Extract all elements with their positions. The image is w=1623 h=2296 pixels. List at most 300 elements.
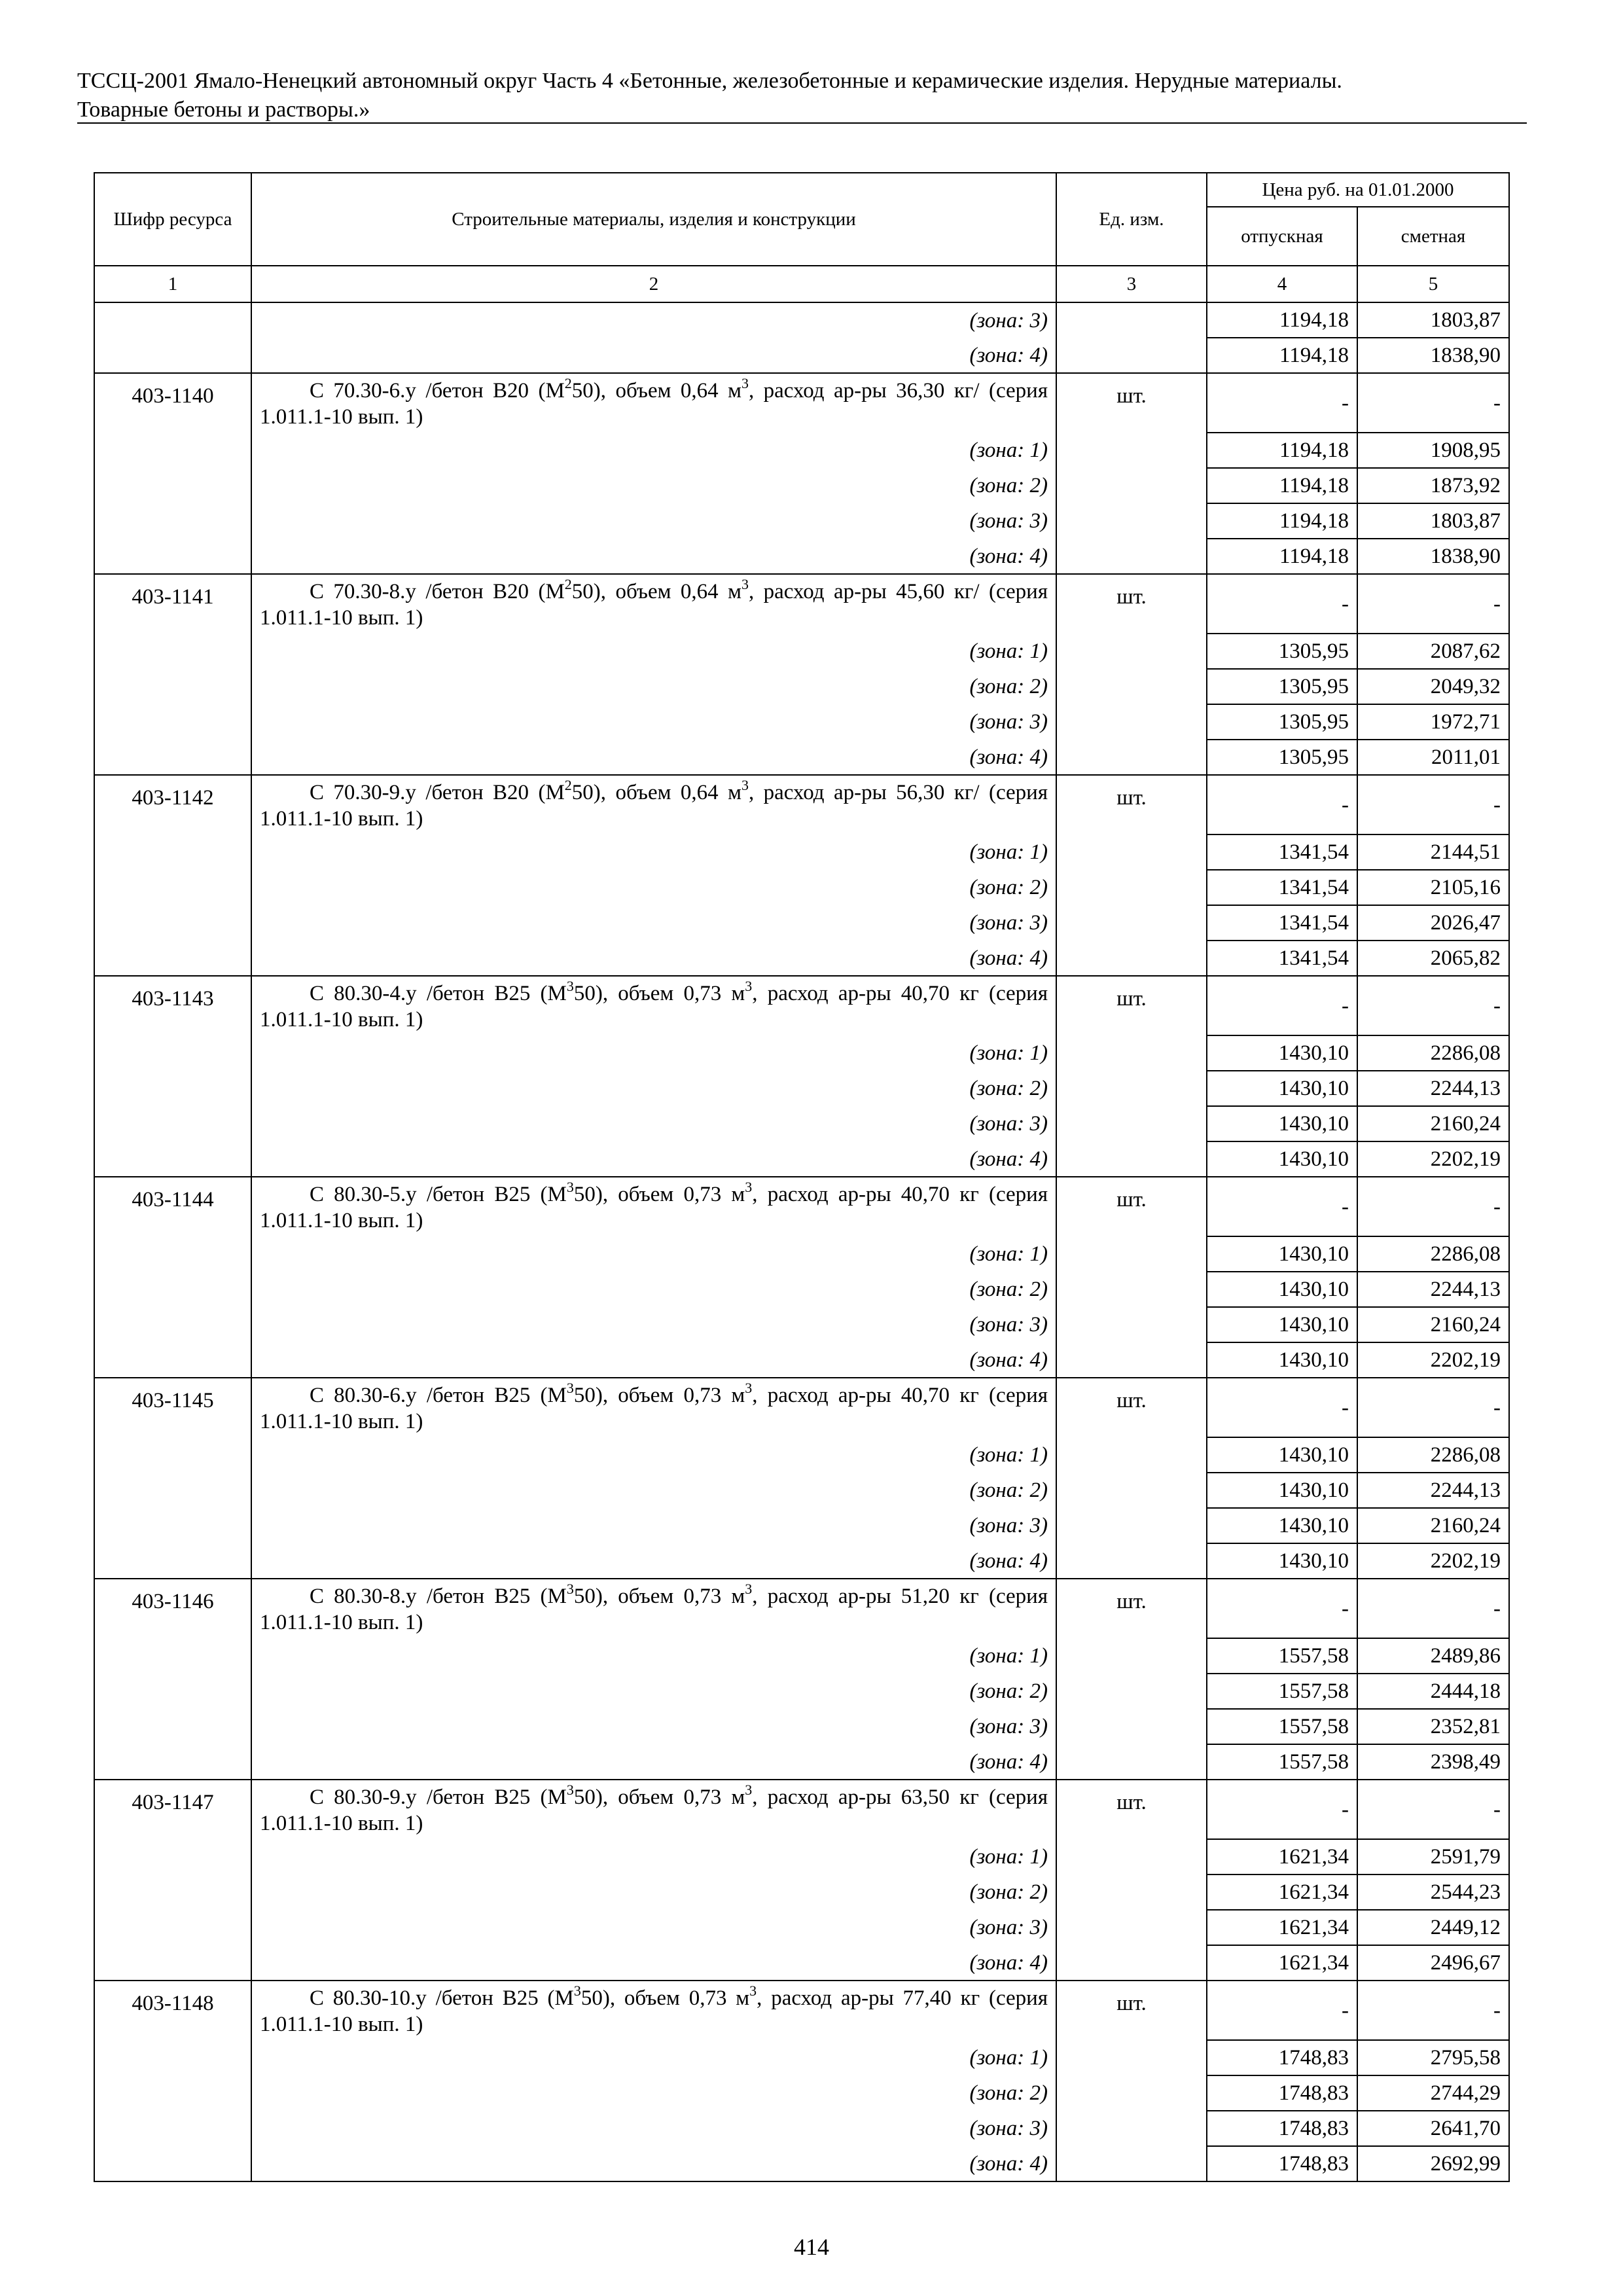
zone-row (94, 1674, 1509, 1709)
release-price: - (1207, 373, 1357, 433)
zone-code-empty (94, 1674, 251, 1709)
name-superscript: 3 (566, 1581, 574, 1597)
zone-unit-empty (1056, 1437, 1207, 1473)
zone-code-empty (94, 433, 251, 468)
zone-code-empty (94, 634, 251, 669)
zone-release-price: 1194,18 (1207, 302, 1357, 338)
zone-code-empty (94, 302, 251, 338)
zone-estimate-price: 2744,29 (1357, 2075, 1509, 2111)
zone-row (94, 834, 1509, 870)
zone-unit-empty (1056, 433, 1207, 468)
zone-unit-empty (1056, 740, 1207, 775)
item-row (94, 976, 1509, 1035)
zone-estimate-price: 2144,51 (1357, 834, 1509, 870)
zone-row (94, 1543, 1509, 1579)
zone-release-price: 1557,58 (1207, 1709, 1357, 1744)
zone-row (94, 503, 1509, 539)
zone-unit-empty (1056, 2146, 1207, 2181)
name-superscript: 3 (566, 1179, 574, 1195)
item-row (94, 1378, 1509, 1437)
zone-row (94, 905, 1509, 941)
unit: шт. (1056, 373, 1207, 433)
column-number: 3 (1056, 266, 1207, 302)
name-superscript: 3 (745, 1782, 753, 1798)
zone-label: (зона: 2) (251, 1071, 1056, 1106)
zone-estimate-price: 2449,12 (1357, 1910, 1509, 1945)
zone-code-empty (94, 1874, 251, 1910)
resource-code: 403-1147 (94, 1780, 251, 1839)
header-line-1: ТССЦ-2001 Ямало-Ненецкий автономный округ Часть 4 «Бетонные, железобетонные и керамические изделия. Нерудные материалы. (77, 69, 1342, 93)
zone-code-empty (94, 1508, 251, 1543)
name-part: , расход ар-ры 51,20 кг (серия 1.011.1-10 вып. 1) (260, 1585, 1048, 1634)
resource-name (251, 373, 1056, 433)
zone-code-empty (94, 1272, 251, 1307)
zone-code-empty (94, 539, 251, 574)
header-code: Шифр ресурса (94, 173, 251, 266)
resource-code: 403-1144 (94, 1177, 251, 1236)
zone-unit-empty (1056, 634, 1207, 669)
zone-row (94, 1744, 1509, 1780)
zone-estimate-price: 2286,08 (1357, 1437, 1509, 1473)
zone-label: (зона: 1) (251, 1437, 1056, 1473)
zone-label: (зона: 2) (251, 669, 1056, 704)
column-numbers-row (94, 266, 1509, 302)
zone-row (94, 468, 1509, 503)
zone-row (94, 539, 1509, 574)
zone-release-price: 1430,10 (1207, 1437, 1357, 1473)
estimate-price: - (1357, 574, 1509, 634)
zone-code-empty (94, 1236, 251, 1272)
name-part: 50), объем 0,73 м (573, 1785, 745, 1809)
resource-code: 403-1143 (94, 976, 251, 1035)
zone-unit-empty (1056, 1543, 1207, 1579)
zone-code-empty (94, 1945, 251, 1981)
zone-release-price: 1430,10 (1207, 1071, 1357, 1106)
header-estimate-price: сметная (1357, 207, 1509, 266)
zone-row (94, 1709, 1509, 1744)
resource-name (251, 775, 1056, 834)
zone-estimate-price: 2160,24 (1357, 1106, 1509, 1141)
zone-code-empty (94, 905, 251, 941)
zone-row (94, 941, 1509, 976)
name-part: 50), объем 0,64 м (571, 580, 741, 603)
zone-release-price: 1430,10 (1207, 1035, 1357, 1071)
zone-label: (зона: 4) (251, 1945, 1056, 1981)
zone-release-price: 1341,54 (1207, 905, 1357, 941)
zone-estimate-price: 2444,18 (1357, 1674, 1509, 1709)
zone-row (94, 669, 1509, 704)
name-part: 50), объем 0,64 м (571, 781, 741, 804)
name-superscript: 2 (564, 375, 572, 391)
zone-code-empty (94, 2040, 251, 2075)
zone-release-price: 1194,18 (1207, 468, 1357, 503)
page-number: 414 (794, 2234, 829, 2260)
zone-unit-empty (1056, 1674, 1207, 1709)
zone-row (94, 634, 1509, 669)
item-row (94, 1177, 1509, 1236)
zone-label: (зона: 2) (251, 1272, 1056, 1307)
zone-row (94, 740, 1509, 775)
table-head (94, 173, 1509, 302)
name-superscript: 3 (745, 978, 753, 994)
zone-row (94, 1910, 1509, 1945)
release-price: - (1207, 1177, 1357, 1236)
column-number: 4 (1207, 266, 1357, 302)
name-part: , расход ар-ры 36,30 кг/ (серия 1.011.1-10 вып. 1) (260, 379, 1048, 429)
zone-release-price: 1748,83 (1207, 2111, 1357, 2146)
zone-release-price: 1305,95 (1207, 704, 1357, 740)
zone-label: (зона: 3) (251, 1106, 1056, 1141)
zone-estimate-price: 2352,81 (1357, 1709, 1509, 1744)
zone-unit-empty (1056, 669, 1207, 704)
resource-name (251, 1981, 1056, 2040)
unit: шт. (1056, 1579, 1207, 1638)
zone-code-empty (94, 1035, 251, 1071)
zone-unit-empty (1056, 1508, 1207, 1543)
zone-release-price: 1430,10 (1207, 1106, 1357, 1141)
zone-code-empty (94, 834, 251, 870)
resource-name (251, 1579, 1056, 1638)
zone-row (94, 2111, 1509, 2146)
zone-row (94, 1437, 1509, 1473)
zone-row (94, 1307, 1509, 1342)
zone-code-empty (94, 2075, 251, 2111)
zone-estimate-price: 1803,87 (1357, 302, 1509, 338)
zone-release-price: 1748,83 (1207, 2075, 1357, 2111)
zone-code-empty (94, 941, 251, 976)
zone-label: (зона: 4) (251, 941, 1056, 976)
estimate-price: - (1357, 976, 1509, 1035)
release-price: - (1207, 1780, 1357, 1839)
unit: шт. (1056, 1177, 1207, 1236)
zone-estimate-price: 2049,32 (1357, 669, 1509, 704)
zone-label: (зона: 2) (251, 2075, 1056, 2111)
unit: шт. (1056, 1981, 1207, 2040)
zone-label: (зона: 4) (251, 1141, 1056, 1177)
zone-row (94, 1272, 1509, 1307)
zone-unit-empty (1056, 905, 1207, 941)
zone-label: (зона: 4) (251, 2146, 1056, 2181)
estimate-price: - (1357, 1378, 1509, 1437)
zone-row (94, 1236, 1509, 1272)
zone-release-price: 1748,83 (1207, 2146, 1357, 2181)
zone-release-price: 1430,10 (1207, 1141, 1357, 1177)
header-name: Строительные материалы, изделия и конструкции (251, 173, 1056, 266)
unit: шт. (1056, 775, 1207, 834)
zone-estimate-price: 1803,87 (1357, 503, 1509, 539)
zone-label: (зона: 3) (251, 1910, 1056, 1945)
zone-label: (зона: 2) (251, 1674, 1056, 1709)
zone-code-empty (94, 740, 251, 775)
zone-release-price: 1621,34 (1207, 1910, 1357, 1945)
zone-code-empty (94, 1307, 251, 1342)
zone-estimate-price: 1908,95 (1357, 433, 1509, 468)
name-superscript: 3 (745, 1380, 753, 1396)
resource-name (251, 574, 1056, 634)
zone-code-empty (94, 503, 251, 539)
zone-release-price: 1341,54 (1207, 941, 1357, 976)
zone-label: (зона: 2) (251, 1874, 1056, 1910)
header-line-2: Товарные бетоны и растворы.» (77, 98, 370, 122)
zone-code-empty (94, 1910, 251, 1945)
release-price: - (1207, 775, 1357, 834)
zone-estimate-price: 2489,86 (1357, 1638, 1509, 1674)
zone-label: (зона: 1) (251, 1035, 1056, 1071)
zone-unit-empty (1056, 1106, 1207, 1141)
zone-unit-empty (1056, 2111, 1207, 2146)
name-superscript: 3 (573, 1982, 581, 1999)
zone-label: (зона: 2) (251, 1473, 1056, 1508)
zone-row (94, 302, 1509, 338)
name-part: С 80.30-8.у /бетон В25 (М (310, 1585, 567, 1608)
zone-estimate-price: 2026,47 (1357, 905, 1509, 941)
zone-row (94, 1473, 1509, 1508)
estimate-price: - (1357, 1177, 1509, 1236)
zone-code-empty (94, 338, 251, 373)
zone-release-price: 1341,54 (1207, 870, 1357, 905)
estimate-price: - (1357, 373, 1509, 433)
zone-estimate-price: 2286,08 (1357, 1035, 1509, 1071)
name-part: С 80.30-5.у /бетон В25 (М (310, 1183, 567, 1206)
item-row (94, 574, 1509, 634)
zone-code-empty (94, 1543, 251, 1579)
zone-row (94, 433, 1509, 468)
header-price-group: Цена руб. на 01.01.2000 (1207, 173, 1509, 207)
name-part: 50), объем 0,64 м (571, 379, 741, 403)
zone-estimate-price: 1972,71 (1357, 704, 1509, 740)
zone-code-empty (94, 1106, 251, 1141)
resource-name (251, 1378, 1056, 1437)
zone-estimate-price: 2202,19 (1357, 1543, 1509, 1579)
zone-label: (зона: 3) (251, 1307, 1056, 1342)
zone-unit-empty (1056, 941, 1207, 976)
unit: шт. (1056, 1378, 1207, 1437)
item-row (94, 775, 1509, 834)
zone-label: (зона: 1) (251, 2040, 1056, 2075)
unit: шт. (1056, 574, 1207, 634)
name-part: С 80.30-9.у /бетон В25 (М (310, 1785, 567, 1809)
zone-label: (зона: 4) (251, 740, 1056, 775)
name-superscript: 3 (745, 1179, 753, 1195)
zone-code-empty (94, 870, 251, 905)
zone-release-price: 1305,95 (1207, 634, 1357, 669)
zone-unit-empty (1056, 1910, 1207, 1945)
resource-code: 403-1140 (94, 373, 251, 433)
zone-release-price: 1194,18 (1207, 433, 1357, 468)
item-row (94, 1981, 1509, 2040)
zone-code-empty (94, 1071, 251, 1106)
zone-row (94, 1638, 1509, 1674)
name-superscript: 3 (741, 375, 749, 391)
zone-row (94, 1071, 1509, 1106)
zone-estimate-price: 2011,01 (1357, 740, 1509, 775)
item-row (94, 1780, 1509, 1839)
zone-code-empty (94, 1744, 251, 1780)
zone-label: (зона: 1) (251, 1839, 1056, 1874)
unit: шт. (1056, 976, 1207, 1035)
header-release-price: отпускная (1207, 207, 1357, 266)
zone-estimate-price: 2398,49 (1357, 1744, 1509, 1780)
zone-label: (зона: 3) (251, 704, 1056, 740)
zone-label: (зона: 2) (251, 468, 1056, 503)
zone-release-price: 1621,34 (1207, 1874, 1357, 1910)
zone-release-price: 1194,18 (1207, 338, 1357, 373)
zone-unit-empty (1056, 834, 1207, 870)
name-superscript: 3 (566, 978, 574, 994)
zone-code-empty (94, 2111, 251, 2146)
zone-row (94, 870, 1509, 905)
header-divider (77, 122, 1527, 124)
zone-row (94, 1945, 1509, 1981)
name-part: С 70.30-9.у /бетон В20 (М (310, 781, 565, 804)
name-superscript: 3 (741, 777, 749, 793)
resource-name (251, 1780, 1056, 1839)
zone-unit-empty (1056, 2075, 1207, 2111)
zone-code-empty (94, 1473, 251, 1508)
zone-code-empty (94, 2146, 251, 2181)
document-header (77, 67, 1527, 124)
zone-unit-empty (1056, 468, 1207, 503)
zone-estimate-price: 2244,13 (1357, 1071, 1509, 1106)
zone-unit-empty (1056, 1141, 1207, 1177)
zone-label: (зона: 3) (251, 905, 1056, 941)
zone-unit-empty (1056, 1744, 1207, 1780)
zone-estimate-price: 2496,67 (1357, 1945, 1509, 1981)
name-superscript: 3 (566, 1782, 574, 1798)
name-part: 50), объем 0,73 м (573, 1384, 745, 1407)
zone-unit-empty (1056, 1874, 1207, 1910)
zone-label: (зона: 3) (251, 302, 1056, 338)
name-superscript: 3 (741, 576, 749, 592)
zone-release-price: 1430,10 (1207, 1508, 1357, 1543)
zone-label: (зона: 3) (251, 2111, 1056, 2146)
zone-unit-empty (1056, 870, 1207, 905)
zone-label: (зона: 4) (251, 1342, 1056, 1378)
zone-label: (зона: 1) (251, 433, 1056, 468)
zone-label: (зона: 2) (251, 870, 1056, 905)
name-part: , расход ар-ры 56,30 кг/ (серия 1.011.1-10 вып. 1) (260, 781, 1048, 831)
zone-unit-empty (1056, 1236, 1207, 1272)
zone-label: (зона: 4) (251, 1744, 1056, 1780)
name-part: С 80.30-10.у /бетон В25 (М (310, 1986, 574, 2010)
name-part: , расход ар-ры 77,40 кг (серия 1.011.1-10 вып. 1) (260, 1986, 1048, 2036)
zone-code-empty (94, 468, 251, 503)
name-superscript: 2 (564, 777, 572, 793)
zone-unit-empty (1056, 1307, 1207, 1342)
release-price: - (1207, 574, 1357, 634)
item-row (94, 1579, 1509, 1638)
zone-estimate-price: 2692,99 (1357, 2146, 1509, 2181)
name-part: , расход ар-ры 40,70 кг (серия 1.011.1-10 вып. 1) (260, 1384, 1048, 1433)
item-row (94, 373, 1509, 433)
resource-code: 403-1148 (94, 1981, 251, 2040)
zone-release-price: 1430,10 (1207, 1307, 1357, 1342)
zone-unit-empty (1056, 1071, 1207, 1106)
zone-row (94, 1141, 1509, 1177)
name-part: , расход ар-ры 63,50 кг (серия 1.011.1-10 вып. 1) (260, 1785, 1048, 1835)
zone-row (94, 2040, 1509, 2075)
zone-unit-empty (1056, 302, 1207, 338)
zone-release-price: 1341,54 (1207, 834, 1357, 870)
name-superscript: 2 (564, 576, 572, 592)
zone-estimate-price: 2202,19 (1357, 1141, 1509, 1177)
zone-release-price: 1557,58 (1207, 1744, 1357, 1780)
zone-estimate-price: 2244,13 (1357, 1272, 1509, 1307)
name-part: С 80.30-4.у /бетон В25 (М (310, 982, 567, 1005)
column-number: 2 (251, 266, 1056, 302)
zone-release-price: 1557,58 (1207, 1674, 1357, 1709)
resource-code: 403-1146 (94, 1579, 251, 1638)
zone-unit-empty (1056, 1272, 1207, 1307)
zone-label: (зона: 4) (251, 539, 1056, 574)
header-unit: Ед. изм. (1056, 173, 1207, 266)
zone-code-empty (94, 1141, 251, 1177)
name-part: С 80.30-6.у /бетон В25 (М (310, 1384, 567, 1407)
zone-estimate-price: 2105,16 (1357, 870, 1509, 905)
zone-unit-empty (1056, 704, 1207, 740)
zone-label: (зона: 1) (251, 634, 1056, 669)
zone-release-price: 1430,10 (1207, 1272, 1357, 1307)
zone-unit-empty (1056, 1473, 1207, 1508)
zone-release-price: 1305,95 (1207, 740, 1357, 775)
zone-code-empty (94, 1638, 251, 1674)
name-part: 50), объем 0,73 м (573, 1585, 745, 1608)
zone-row (94, 1035, 1509, 1071)
price-table (94, 172, 1510, 2182)
resource-code: 403-1141 (94, 574, 251, 634)
zone-code-empty (94, 669, 251, 704)
zone-estimate-price: 2202,19 (1357, 1342, 1509, 1378)
zone-release-price: 1305,95 (1207, 669, 1357, 704)
zone-label: (зона: 3) (251, 1709, 1056, 1744)
name-part: 50), объем 0,73 м (573, 982, 745, 1005)
zone-label: (зона: 3) (251, 1508, 1056, 1543)
name-part: , расход ар-ры 40,70 кг (серия 1.011.1-10 вып. 1) (260, 982, 1048, 1031)
column-number: 1 (94, 266, 251, 302)
column-number: 5 (1357, 266, 1509, 302)
zone-estimate-price: 2160,24 (1357, 1307, 1509, 1342)
name-part: 50), объем 0,73 м (580, 1986, 750, 2010)
release-price: - (1207, 1579, 1357, 1638)
zone-unit-empty (1056, 503, 1207, 539)
zone-release-price: 1194,18 (1207, 503, 1357, 539)
zone-estimate-price: 2065,82 (1357, 941, 1509, 976)
zone-code-empty (94, 1342, 251, 1378)
zone-estimate-price: 1838,90 (1357, 338, 1509, 373)
zone-label: (зона: 1) (251, 1638, 1056, 1674)
zone-row (94, 2075, 1509, 2111)
zone-row (94, 1342, 1509, 1378)
resource-code: 403-1145 (94, 1378, 251, 1437)
name-superscript: 3 (745, 1581, 753, 1597)
zone-code-empty (94, 1437, 251, 1473)
zone-estimate-price: 2244,13 (1357, 1473, 1509, 1508)
zone-release-price: 1430,10 (1207, 1543, 1357, 1579)
estimate-price: - (1357, 1981, 1509, 2040)
release-price: - (1207, 1378, 1357, 1437)
zone-unit-empty (1056, 539, 1207, 574)
zone-unit-empty (1056, 1035, 1207, 1071)
zone-release-price: 1194,18 (1207, 539, 1357, 574)
name-superscript: 3 (749, 1982, 757, 1999)
zone-row (94, 704, 1509, 740)
zone-estimate-price: 2286,08 (1357, 1236, 1509, 1272)
zone-row (94, 338, 1509, 373)
zone-estimate-price: 1873,92 (1357, 468, 1509, 503)
zone-estimate-price: 2544,23 (1357, 1874, 1509, 1910)
unit: шт. (1056, 1780, 1207, 1839)
name-part: 50), объем 0,73 м (573, 1183, 745, 1206)
